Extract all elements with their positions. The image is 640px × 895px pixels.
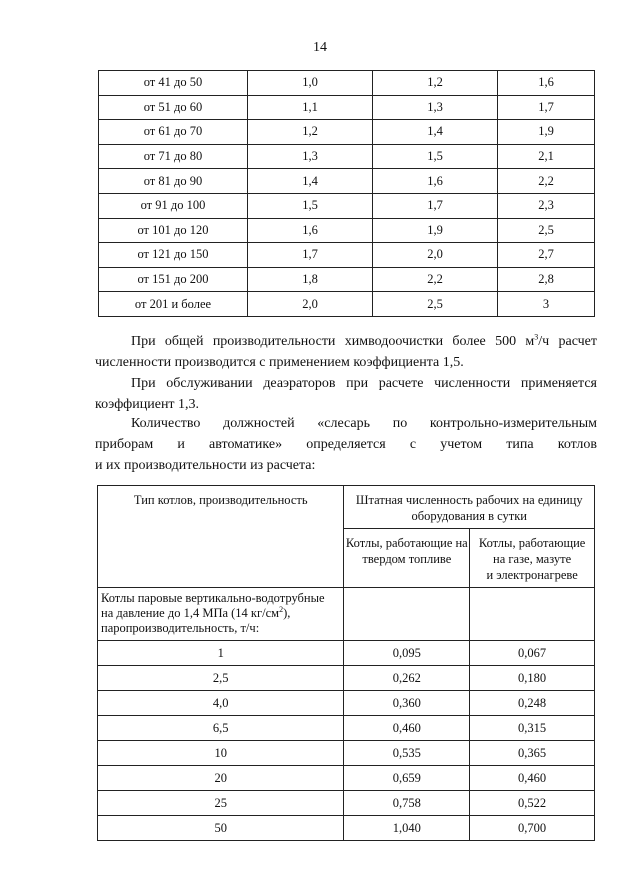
paragraph-water-treatment — [95, 331, 597, 373]
table-row — [99, 95, 595, 120]
table-cell: от 41 до 50 — [99, 71, 248, 96]
table-cell: 1,7 — [373, 193, 498, 218]
p1-sup: 3 — [534, 332, 539, 342]
table-cell: 1,9 — [498, 120, 595, 145]
p1-text-a: При общей производительности химводоочистки более 500 м — [131, 334, 535, 349]
p3-line1: Количество должностей «слесарь по контрольно-измерительным — [131, 416, 597, 431]
table-cell: 1,2 — [373, 71, 498, 96]
p2-line1: При обслуживании деаэраторов при расчете численности применяется — [131, 376, 597, 391]
table-cell: 1,7 — [248, 243, 373, 268]
table-row — [99, 267, 595, 292]
table-row — [98, 716, 595, 741]
table-cell: от 51 до 60 — [99, 95, 248, 120]
table-row — [98, 666, 595, 691]
table-cell: 2,0 — [248, 292, 373, 317]
table-cell: 0,659 — [344, 766, 470, 791]
coefficient-table — [98, 70, 595, 317]
paragraph-positions — [95, 413, 597, 476]
table-row — [99, 144, 595, 169]
section-l1: Котлы паровые вертикально-водотрубные — [101, 591, 325, 605]
table-cell: 0,700 — [470, 816, 595, 841]
table-cell: 1,9 — [373, 218, 498, 243]
section-empty-cell — [470, 588, 595, 641]
section-empty-cell — [344, 588, 470, 641]
table-cell: 3 — [498, 292, 595, 317]
table-cell: 1,4 — [373, 120, 498, 145]
section-l2a: на давление до 1,4 МПа (14 кг/см — [101, 606, 280, 620]
table-cell: 2,5 — [373, 292, 498, 317]
table-row — [99, 243, 595, 268]
table-cell: 1,4 — [248, 169, 373, 194]
table-cell: 2,3 — [498, 193, 595, 218]
table-cell: 2,7 — [498, 243, 595, 268]
table-cell: 2,8 — [498, 267, 595, 292]
table-row — [98, 766, 595, 791]
table-cell: от 121 до 150 — [99, 243, 248, 268]
table-cell: 0,315 — [470, 716, 595, 741]
staffing-table — [97, 485, 595, 841]
table-cell: 2,5 — [98, 666, 344, 691]
table-cell: 0,180 — [470, 666, 595, 691]
table-cell: 1,6 — [373, 169, 498, 194]
header-gas-l2: на газе, мазуте — [493, 552, 572, 566]
header-gas-l3: и электронагреве — [486, 568, 578, 582]
table-cell: 2,5 — [498, 218, 595, 243]
table-cell: 1,0 — [248, 71, 373, 96]
table-cell: 2,2 — [498, 169, 595, 194]
table-cell: 1 — [98, 641, 344, 666]
table-cell: 0,460 — [344, 716, 470, 741]
section-l2b: ), — [283, 606, 291, 620]
table-cell: 0,248 — [470, 691, 595, 716]
table-cell: 1,1 — [248, 95, 373, 120]
table-cell: от 71 до 80 — [99, 144, 248, 169]
table-cell: от 61 до 70 — [99, 120, 248, 145]
p2-line2: коэффициент 1,3. — [95, 397, 200, 412]
table-row — [98, 641, 595, 666]
table-cell: 6,5 — [98, 716, 344, 741]
header-solid-fuel: Котлы, работающие на твердом топливе — [344, 529, 470, 588]
table-row — [99, 193, 595, 218]
table-row — [99, 120, 595, 145]
p1-line2: численности производится с применением коэффициента 1,5. — [95, 355, 464, 370]
table-row — [98, 691, 595, 716]
section-l3: паропроизводительность, т/ч: — [101, 621, 260, 635]
table-cell: 0,365 — [470, 741, 595, 766]
table-row — [99, 169, 595, 194]
table-cell: 50 — [98, 816, 344, 841]
table-cell: 25 — [98, 791, 344, 816]
table-row — [98, 741, 595, 766]
table-cell: 20 — [98, 766, 344, 791]
p3-line3: и их производительности из расчета: — [95, 458, 316, 473]
table-cell: 0,758 — [344, 791, 470, 816]
table-cell: 0,535 — [344, 741, 470, 766]
p1-text-b: /ч расчет — [538, 334, 598, 349]
table-cell: 0,460 — [470, 766, 595, 791]
section-sup: 2 — [279, 604, 284, 614]
table-cell: 0,262 — [344, 666, 470, 691]
table-cell: 1,7 — [498, 95, 595, 120]
table-cell: 1,5 — [373, 144, 498, 169]
table-cell: 1,6 — [498, 71, 595, 96]
table-cell: от 151 до 200 — [99, 267, 248, 292]
table-cell: от 81 до 90 — [99, 169, 248, 194]
table-cell: 1,8 — [248, 267, 373, 292]
header-gas-l1: Котлы, работающие — [478, 536, 586, 550]
table-cell: 4,0 — [98, 691, 344, 716]
table-cell: от 201 и более — [99, 292, 248, 317]
p3-line2: приборам и автоматике» определяется с учетом типа котлов — [95, 437, 597, 452]
table-row — [98, 816, 595, 841]
paragraph-deaerators — [95, 373, 597, 415]
table-cell: от 91 до 100 — [99, 193, 248, 218]
header-boiler-type: Тип котлов, производительность — [98, 486, 344, 588]
table-cell: 10 — [98, 741, 344, 766]
table-cell: 0,522 — [470, 791, 595, 816]
table-cell: 2,0 — [373, 243, 498, 268]
table-row — [99, 71, 595, 96]
table-cell: 0,360 — [344, 691, 470, 716]
table-cell: от 101 до 120 — [99, 218, 248, 243]
table-cell: 1,6 — [248, 218, 373, 243]
table-row — [99, 218, 595, 243]
table-cell: 0,067 — [470, 641, 595, 666]
table-row — [98, 791, 595, 816]
table-cell: 1,3 — [248, 144, 373, 169]
table-cell: 1,3 — [373, 95, 498, 120]
section-label — [98, 588, 344, 641]
header-staffing: Штатная численность рабочих на единицу оборудования в сутки — [344, 486, 595, 529]
table-cell: 2,2 — [373, 267, 498, 292]
table-cell: 1,040 — [344, 816, 470, 841]
table-cell: 0,095 — [344, 641, 470, 666]
table-cell: 2,1 — [498, 144, 595, 169]
header-gas-fuel — [470, 529, 595, 588]
table-row — [99, 292, 595, 317]
page-number: 14 — [313, 40, 327, 55]
table-cell: 1,5 — [248, 193, 373, 218]
table-cell: 1,2 — [248, 120, 373, 145]
